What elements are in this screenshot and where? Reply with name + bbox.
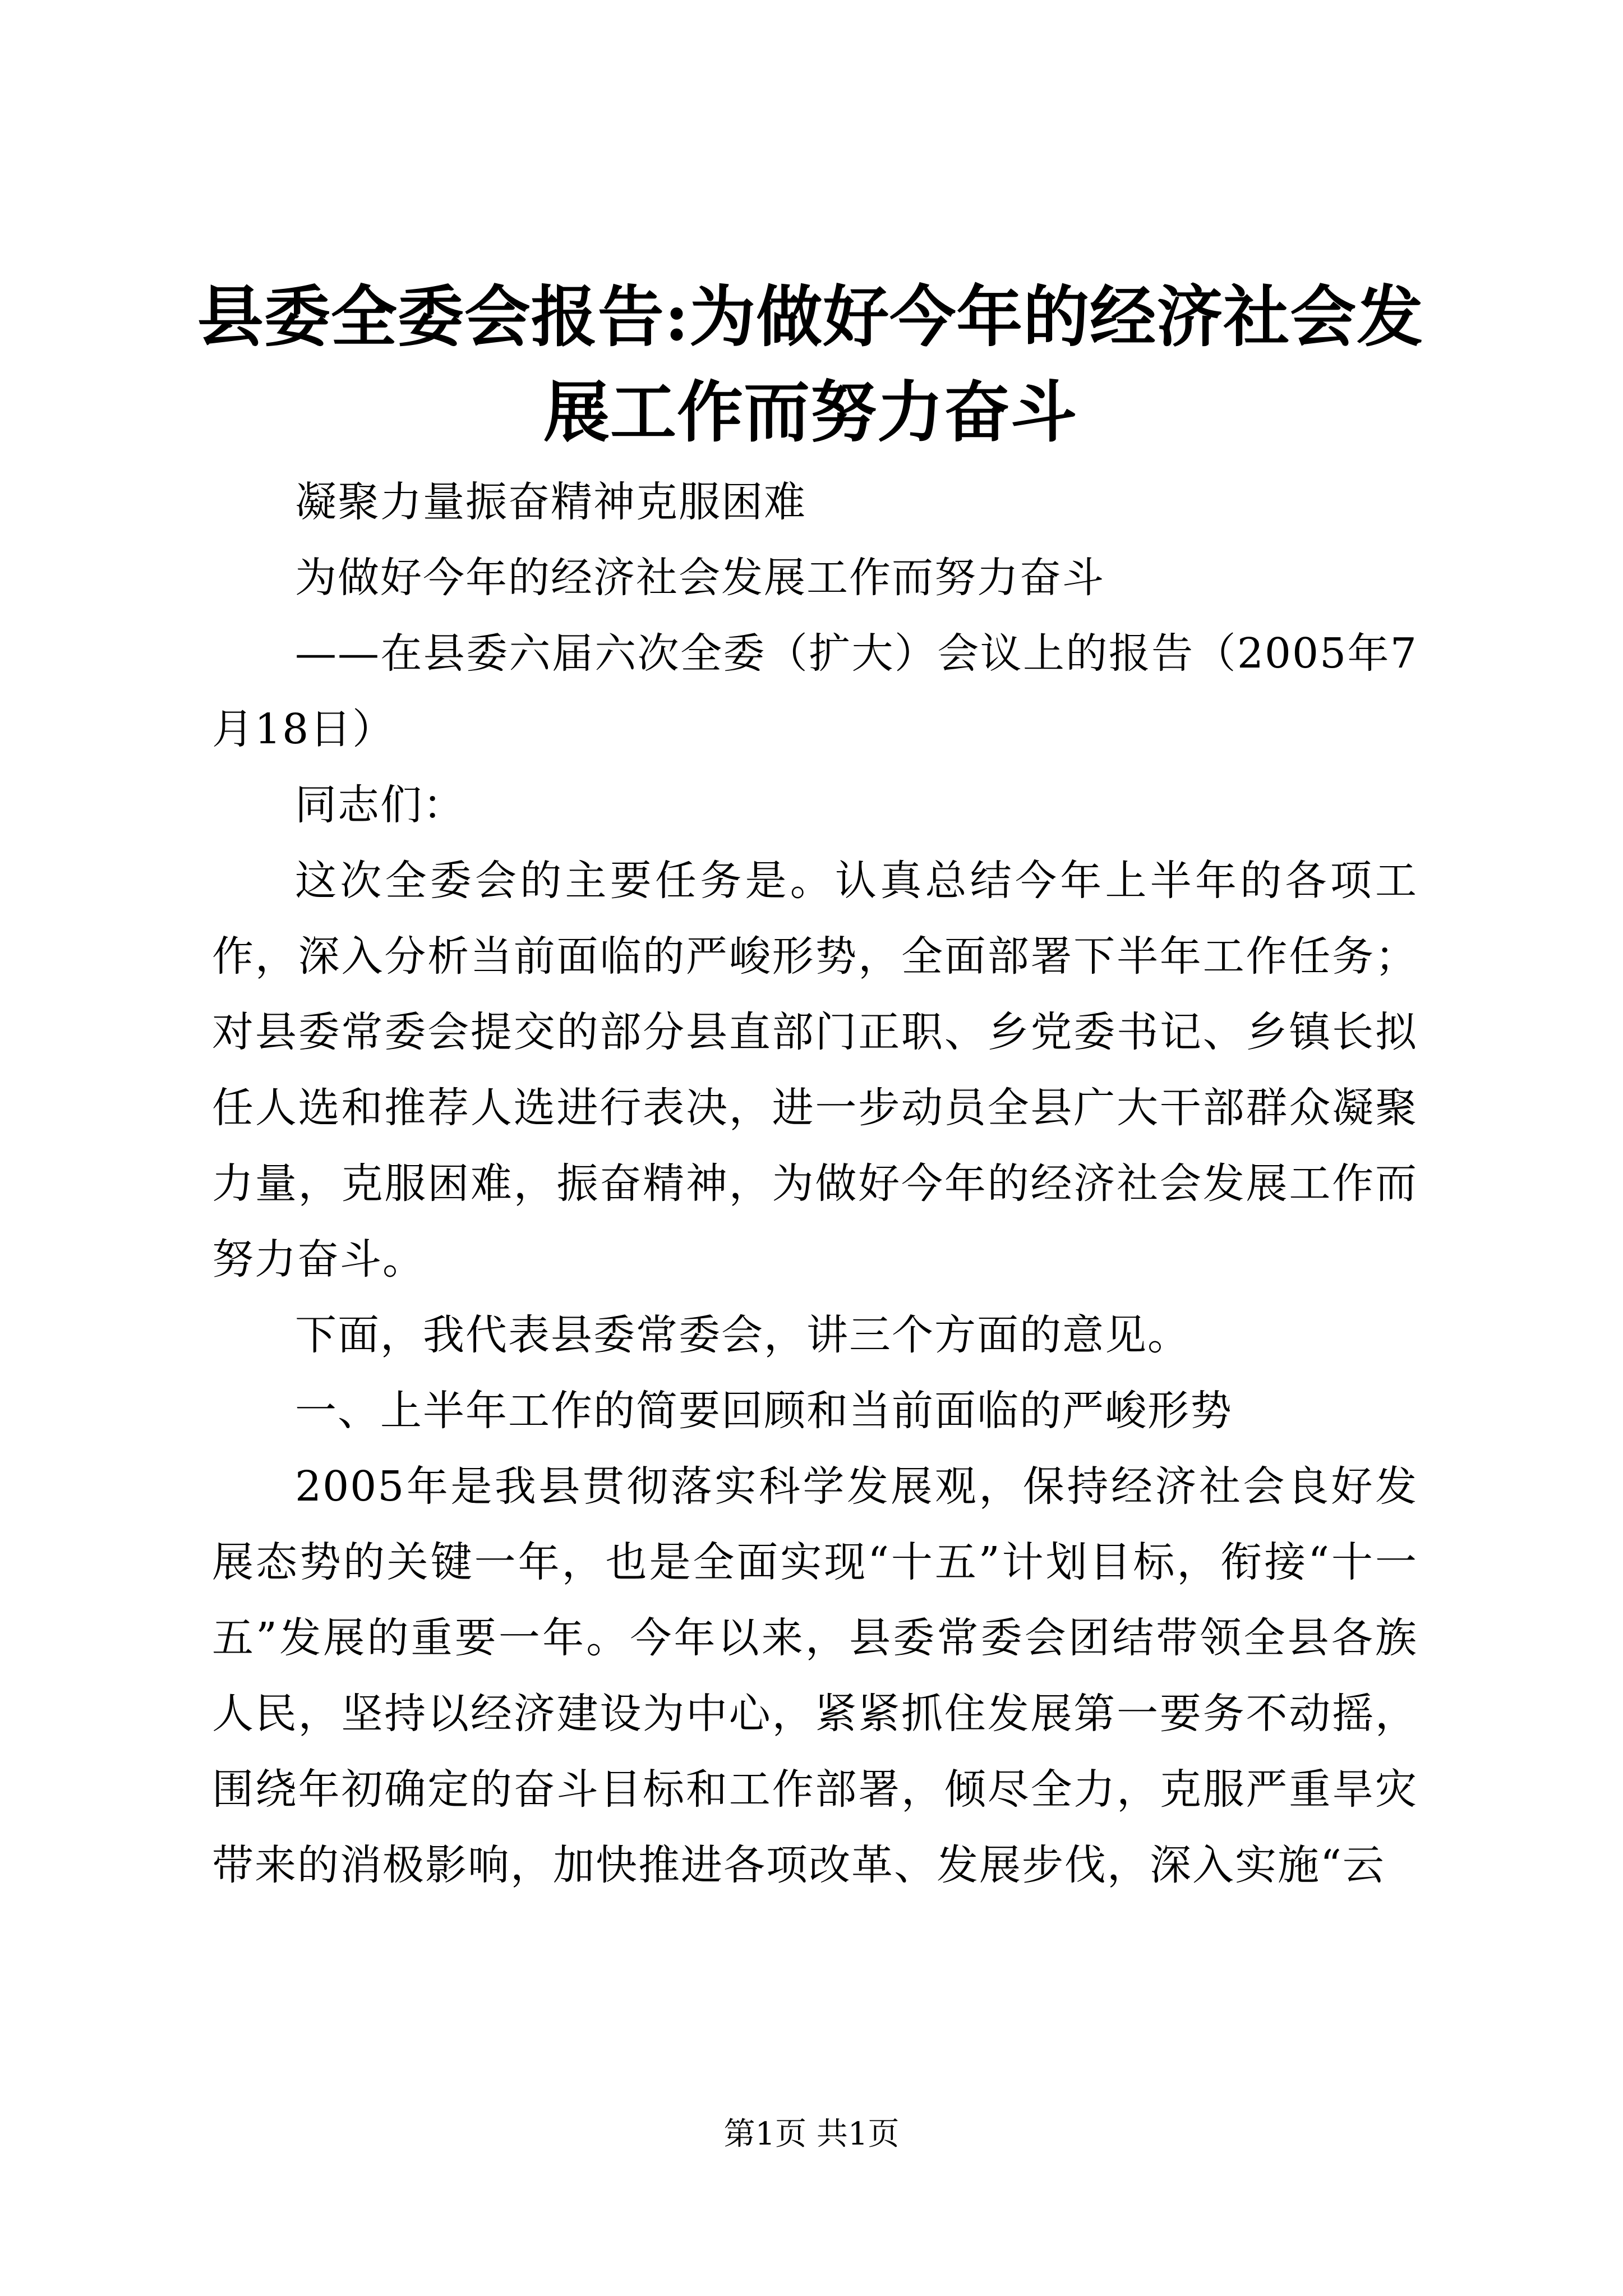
- page-number-footer: 第1页 共1页: [723, 2116, 900, 2152]
- document-body: [212, 464, 1418, 1903]
- document-title: 县委全委会报告:为做好今年的经济社会发展工作而努力奋斗: [197, 278, 1424, 451]
- section-heading: 一、上半年工作的简要回顾和当前面临的严峻形势: [295, 1387, 1233, 1435]
- body-paragraph: 2005年是我县贯彻落实科学发展观，保持经济社会良好发展态势的关键一年，也是全面实现“十五”计划目标，衔接“十一五”发展的重要一年。今年以来，县委常委会团结带领全县各族人民，坚持以经济建设为中心，紧紧抓住发展第一要务不动摇，围绕年初确定的奋斗目标和工作部署，倾尽全力，克服严重旱灾带来的消极影响，加快推进各项改革、发展步伐，深入实施“云: [212, 1462, 1418, 1889]
- report-occasion: ——在县委六届六次全委（扩大）会议上的报告（2005年7月18日）: [212, 629, 1418, 753]
- subtitle-line-2: 为做好今年的经济社会发展工作而努力奋斗: [295, 554, 1105, 602]
- salutation: 同志们：: [295, 781, 465, 829]
- subtitle-line-1: 凝聚力量振奋精神克服困难: [295, 478, 806, 526]
- body-paragraph: 下面，我代表县委常委会，讲三个方面的意见。: [295, 1311, 1190, 1359]
- body-paragraph: 这次全委会的主要任务是。认真总结今年上半年的各项工作，深入分析当前面临的严峻形势，全面部署下半年工作任务；对县委常委会提交的部分县直部门正职、乡党委书记、乡镇长拟任人选和推荐人选进行表决，进一步动员全县广大干部群众凝聚力量，克服困难，振奋精神，为做好今年的经济社会发展工作而努力奋斗。: [212, 857, 1418, 1283]
